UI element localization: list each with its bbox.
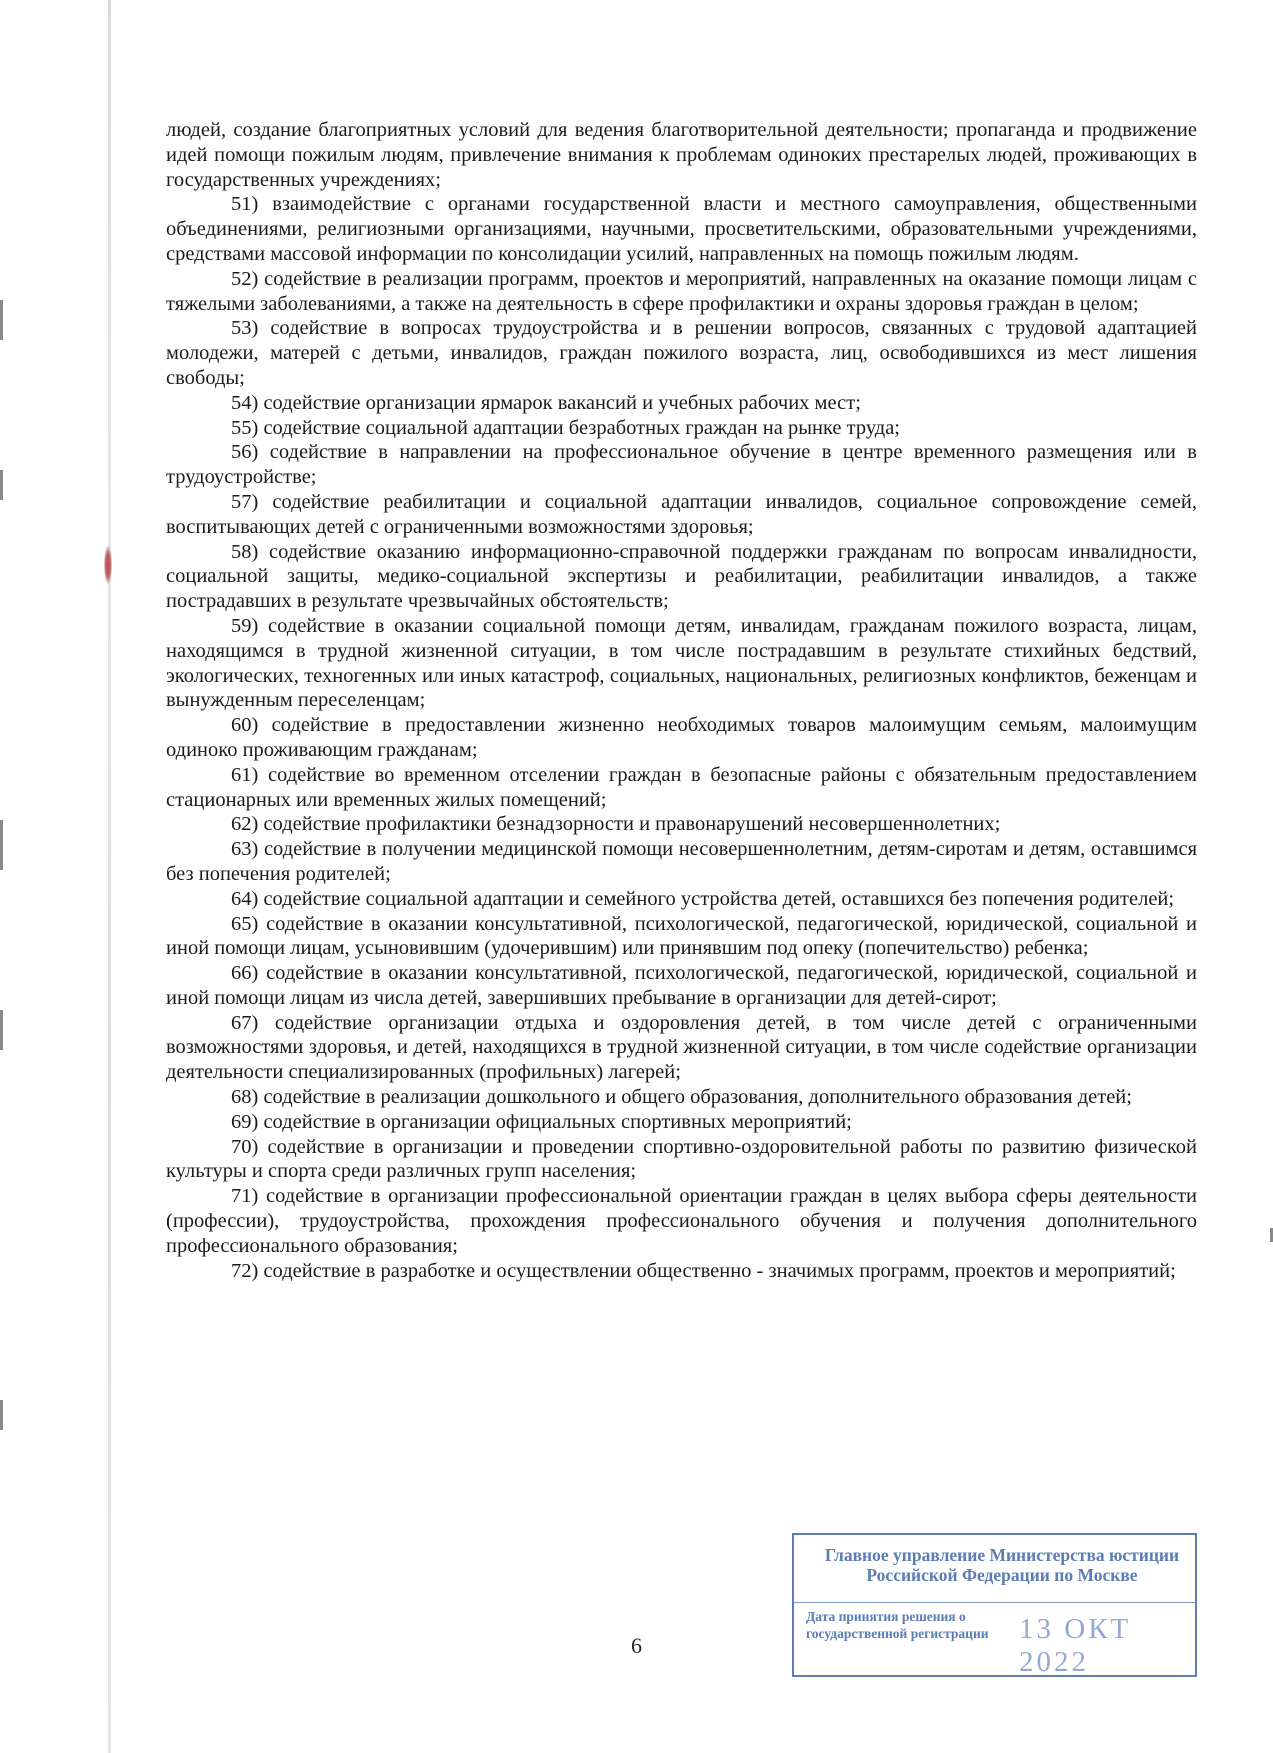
item-number: 56) (231, 441, 259, 464)
document-body (166, 118, 1197, 1283)
scan-edge-mark (0, 1400, 3, 1430)
list-item (166, 887, 1197, 912)
item-text: содействие социальной адаптации безработных граждан на рынке труда; (263, 416, 901, 439)
item-number: 61) (231, 763, 259, 786)
item-number: 57) (231, 490, 259, 513)
list-item (166, 490, 1197, 540)
stamp-label: Дата принятия решения о государственной регистрации (806, 1609, 989, 1641)
item-text: содействие организации ярмарок вакансий и учебных рабочих мест; (263, 391, 861, 414)
item-text: содействие организации отдыха и оздоровления детей, в том числе детей с ограниченными возможностями здоровья, и детей, находящихся в трудной жизненной ситуации, в том числе содействие организации деятельности специализированных (профильных) лагерей; (166, 1011, 1198, 1084)
list-item (166, 1259, 1197, 1284)
list-item (166, 837, 1197, 887)
list-item (166, 316, 1197, 390)
item-number: 66) (231, 962, 259, 985)
item-number: 63) (231, 838, 259, 861)
item-text: содействие в получении медицинской помощи несовершеннолетним, детям-сиротам и детям, оставшимся без попечения родителей; (166, 838, 1197, 885)
item-number: 58) (231, 540, 259, 563)
list-item (166, 540, 1197, 614)
item-text: содействие социальной адаптации и семейного устройства детей, оставшихся без попечения родителей; (263, 887, 1175, 910)
item-number: 53) (231, 317, 259, 340)
item-text: содействие в реализации дошкольного и общего образования, дополнительного образования детей; (263, 1086, 1132, 1109)
item-text: содействие профилактики безнадзорности и правонарушений несовершеннолетних; (263, 813, 1001, 836)
registration-stamp (792, 1533, 1197, 1677)
item-text: содействие в организации официальных спортивных мероприятий; (263, 1110, 852, 1133)
stamp-date: 13 ОКТ 2022 (1019, 1613, 1132, 1678)
item-text: содействие в оказании социальной помощи детям, инвалидам, гражданам пожилого возраста, лицам, находящимся в трудной жизненной ситуации, в том числе пострадавшим в результате стихийных бедствий, экологических, техногенных или иных катастроф, социальных, национальных, религиозных конфликтов, беженцам и вынужденным переселенцам; (166, 614, 1197, 712)
scan-edge-mark (0, 300, 3, 340)
page-number: 6 (631, 1633, 642, 1658)
item-text: содействие в оказании консультативной, психологической, педагогической, юридической, социальной и иной помощи лицам, усыновившим (удочерившим) или принявшим под опеку (попечительство) ребенка; (166, 912, 1198, 960)
list-item (166, 1135, 1197, 1185)
scan-edge-mark (0, 820, 3, 870)
item-number: 60) (231, 714, 259, 737)
item-number: 62) (231, 813, 259, 836)
item-number: 55) (231, 416, 259, 439)
item-list (166, 192, 1197, 1283)
scan-edge-mark (0, 470, 3, 500)
item-number: 54) (231, 391, 259, 414)
item-text: содействие в предоставлении жизненно необходимых товаров малоимущим семьям, малоимущим одиноко проживающим гражданам; (166, 714, 1198, 761)
stamp-title: Главное управление Министерства юстиции Российской Федерации по Москве (824, 1545, 1180, 1585)
list-item (166, 1011, 1197, 1085)
scan-edge-mark (0, 1010, 3, 1050)
item-number: 52) (231, 267, 259, 290)
list-item (166, 812, 1197, 837)
item-number: 71) (231, 1185, 259, 1208)
list-item (166, 1184, 1197, 1258)
item-number: 67) (231, 1011, 259, 1034)
list-item (166, 267, 1197, 317)
list-item (166, 713, 1197, 763)
scan-smudge (104, 546, 112, 584)
item-text: содействие в реализации программ, проектов и мероприятий, направленных на оказание помощи лицам с тяжелыми заболеваниями, а также на деятельность в сфере профилактики и охраны здоровья граждан в целом; (166, 267, 1198, 315)
list-item (166, 1085, 1197, 1110)
item-text: содействие в направлении на профессиональное обучение в центре временного размещения или в трудоустройстве; (166, 441, 1197, 489)
item-number: 69) (231, 1110, 259, 1133)
stamp-divider (794, 1602, 1195, 1603)
item-text: содействие в разработке и осуществлении общественно - значимых программ, проектов и мероприятий; (263, 1259, 1176, 1282)
item-number: 51) (231, 193, 259, 216)
item-text: взаимодействие с органами государственной власти и местного самоуправления, общественными объединениями, религиозными организациями, научными, просветительскими, образовательными учреждениями, средствами массовой информации по консолидации усилий, направленных на помощь пожилым людям. (166, 193, 1197, 265)
item-number: 72) (231, 1259, 259, 1282)
item-text: содействие в организации профессиональной ориентации граждан в целях выбора сферы деятельности (профессии), трудоустройства, прохождения профессионального обучения и получения дополнительного профессионального образования; (166, 1185, 1197, 1257)
item-number: 70) (231, 1135, 259, 1158)
item-text: содействие реабилитации и социальной адаптации инвалидов, социальное сопровождение семей, воспитывающих детей с ограниченными возможностями здоровья; (166, 490, 1197, 538)
list-item (166, 391, 1197, 416)
list-item (166, 440, 1197, 490)
item-number: 68) (231, 1086, 259, 1109)
item-text: содействие в организации и проведении спортивно-оздоровительной работы по развитию физической культуры и спорта среди различных групп населения; (166, 1135, 1198, 1183)
list-item (166, 961, 1197, 1011)
scan-binding-edge (108, 0, 111, 1753)
list-item (166, 614, 1197, 713)
item-number: 59) (231, 614, 259, 637)
item-text: содействие в оказании консультативной, психологической, педагогической, юридической, социальной и иной помощи лицам из числа детей, завершивших пребывание в организации для детей-сирот; (166, 962, 1198, 1009)
list-item (166, 1110, 1197, 1135)
item-number: 64) (231, 887, 259, 910)
list-item (166, 192, 1197, 266)
intro-paragraph: людей, создание благоприятных условий для ведения благотворительной деятельности; пропаганда и продвижение идей помощи пожилым людям, привлечение внимания к проблемам одиноких престарелых людей, проживающих в государственных учреждениях; (166, 119, 1197, 191)
item-text: содействие в вопросах трудоустройства и в решении вопросов, связанных с трудовой адаптацией молодежи, матерей с детьми, инвалидов, граждан пожилого возраста, лиц, освободившихся из мест лишения свободы; (166, 317, 1198, 389)
item-text: содействие во временном отселении граждан в безопасные районы с обязательным предоставлением стационарных или временных жилых помещений; (166, 763, 1198, 811)
list-item (166, 763, 1197, 813)
item-number: 65) (231, 912, 259, 935)
item-text: содействие оказанию информационно-справочной поддержки гражданам по вопросам инвалидности, социальной защиты, медико-социальной экспертизы и реабилитации, реабилитации инвалидов, а также пострадавших в результате чрезвычайных обстоятельств; (166, 540, 1198, 613)
list-item (166, 416, 1197, 441)
list-item (166, 912, 1197, 962)
